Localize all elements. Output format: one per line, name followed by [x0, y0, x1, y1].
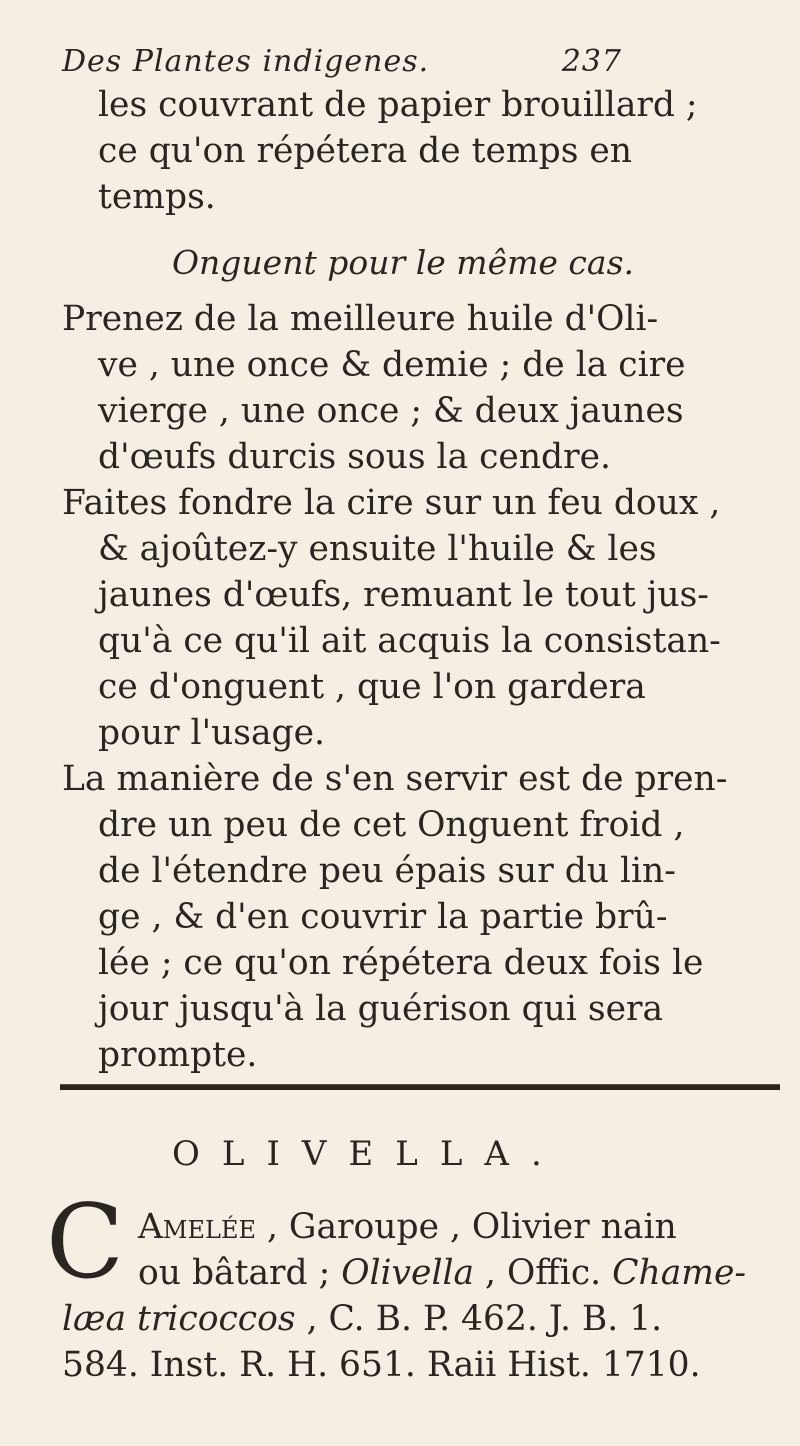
smallcaps-text: Amelée [138, 1207, 256, 1247]
inline-text: ou bâtard ; [138, 1253, 342, 1293]
page-number: 237 [561, 44, 622, 79]
inline-text: , C. B. P. 462. J. B. 1. [295, 1299, 663, 1339]
text-line: Prenez de la meilleure huile d'Oli- [62, 299, 659, 339]
text-line: ce qu'on répétera de temps en [98, 131, 633, 171]
text-line: prompte. [98, 1035, 258, 1075]
text-line: jaunes d'œufs, remuant le tout jus- [98, 575, 709, 615]
text-line: jour jusqu'à la guérison qui sera [98, 989, 664, 1029]
subheading: Onguent pour le même cas. [172, 243, 635, 282]
text-line [62, 1299, 663, 1339]
italic-text: Chame- [612, 1253, 747, 1293]
text-line [138, 1253, 747, 1293]
running-header [62, 44, 622, 79]
text-line: ge , & d'en couvrir la partie brû- [98, 897, 668, 937]
text-line: de l'étendre peu épais sur du lin- [98, 851, 676, 891]
text-line [138, 1207, 677, 1247]
inline-text: , Garoupe , Olivier nain [256, 1207, 677, 1247]
text-line: vierge , une once ; & deux jaunes [98, 391, 684, 431]
italic-text: læa tricoccos [62, 1299, 296, 1339]
text-line: 584. Inst. R. H. 651. Raii Hist. 1710. [62, 1345, 701, 1385]
text-line: lée ; ce qu'on répétera deux fois le [98, 943, 704, 983]
text-line: temps. [98, 177, 216, 217]
text-line: La manière de s'en servir est de pren- [62, 759, 728, 799]
text-line: ce d'onguent , que l'on gardera [98, 667, 646, 707]
italic-text: Olivella [341, 1253, 475, 1293]
section-divider [60, 1084, 780, 1090]
inline-text: , Offic. [474, 1253, 613, 1293]
text-line: ve , une once & demie ; de la cire [98, 345, 686, 385]
text-line: Faites fondre la cire sur un feu doux , [62, 483, 721, 523]
text-line: dre un peu de cet Onguent froid , [98, 805, 685, 845]
section-title: OLIVELLA. [172, 1134, 564, 1174]
header-title: Des Plantes indigenes. [62, 44, 430, 79]
text-line: pour l'usage. [98, 713, 326, 753]
text-line: d'œufs durcis sous la cendre. [98, 437, 612, 477]
text-line: qu'à ce qu'il ait acquis la consistan- [98, 621, 721, 661]
text-line: & ajoûtez-y ensuite l'huile & les [98, 529, 657, 569]
text-line: les couvrant de papier brouillard ; [98, 85, 698, 125]
drop-cap: C [46, 1183, 125, 1302]
